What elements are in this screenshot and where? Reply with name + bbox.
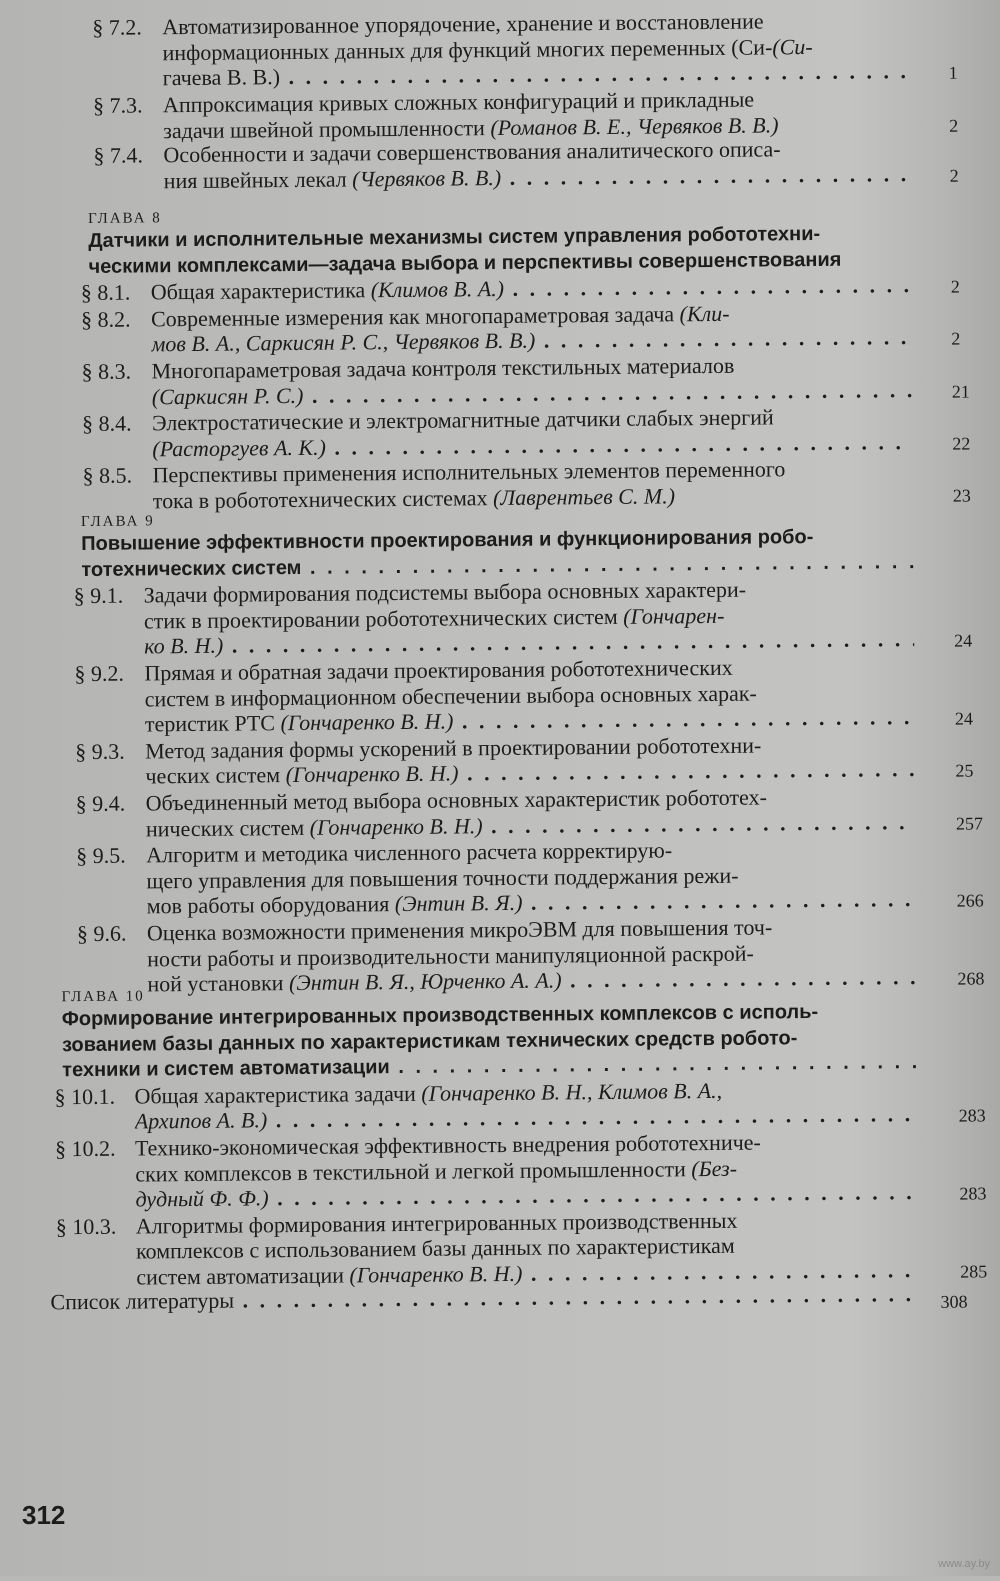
page-number: 312 xyxy=(22,1500,66,1530)
entry-page: 257 xyxy=(955,812,984,834)
entry-text: ческих систем xyxy=(145,762,281,789)
entry-authors: (Без- xyxy=(685,1155,738,1181)
entry-page: 2 xyxy=(949,165,959,186)
chapter-title-text: ческими комплексами—задача выбора и перспективы совершенствования xyxy=(88,248,842,278)
entry-authors: (Гончаренко В. Н.) xyxy=(304,812,483,840)
entry-authors: (Червяков В. В.) xyxy=(346,164,502,192)
entry-text: гачева В. В.) xyxy=(162,64,281,91)
entry-authors: (Романов В. Е., Червяков В. В.) xyxy=(484,111,779,140)
entry-text: систем автоматизации xyxy=(136,1262,345,1290)
entry-text: мов работы оборудования xyxy=(146,891,390,919)
section-number: § 8.1. xyxy=(80,279,131,306)
section-number: § 9.6. xyxy=(76,920,127,947)
entry-text: Общая характеристика xyxy=(150,277,366,305)
entry-authors: ко В. Н.) xyxy=(144,633,224,659)
entry-text: комплексов с использованием базы данных по характеристикам xyxy=(135,1233,735,1264)
entry-text: Аппроксимация кривых сложных конфигураций и прикладные xyxy=(162,86,755,118)
entry-text: Алгоритм и методика численного расчета корректирую- xyxy=(146,837,673,868)
entry-page: 283 xyxy=(959,1183,987,1204)
entry-text: Особенности и задачи совершенствования аналитического описа- xyxy=(163,136,781,168)
entry-text: информационных данных для функций многих переменных (Си- xyxy=(162,33,773,65)
entry-text: ния швейных лекал xyxy=(163,166,347,193)
entry-authors: (Энтин В. Я.) xyxy=(389,890,523,917)
entry-page: 21 xyxy=(951,381,970,402)
entry-text: тока в робототехнических системах xyxy=(152,485,488,514)
entry-text: Прямая и обратная задачи проектирования робототехнических xyxy=(144,654,733,686)
watermark: www.ay.by xyxy=(938,1558,990,1570)
entry-text: Общая характеристика задачи xyxy=(134,1080,416,1109)
entry-authors: (Гончаренко В. Н., Климов В. А., xyxy=(415,1077,723,1106)
entry-page: 2 xyxy=(950,276,960,297)
entry-text: теристик РТС xyxy=(144,710,276,737)
entry-text: Алгоритмы формирования интегрированных производственных xyxy=(135,1207,738,1239)
chapter-title-text: Формирование интегрированных производственных комплексов с исполь- xyxy=(61,1000,819,1031)
section-number: § 10.1. xyxy=(54,1083,116,1110)
entry-page: 1 xyxy=(948,62,958,83)
bibliography-label: Список литературы xyxy=(50,1287,235,1315)
chapter-title-text: техники и систем автоматизации xyxy=(62,1056,390,1082)
entry-authors: дудный Ф. Ф.) xyxy=(135,1185,269,1212)
entry-page: 23 xyxy=(952,485,971,506)
entry-text: Оценка возможности применения микроЭВМ для повышения точ- xyxy=(146,914,773,946)
entry-text: Объединенный метод выбора основных характеристик робототех- xyxy=(145,784,767,816)
section-number: § 9.4. xyxy=(75,790,126,817)
section-number: § 7.2. xyxy=(92,14,142,40)
entry-page: 283 xyxy=(958,1105,986,1127)
entry-page: 24 xyxy=(954,630,973,652)
section-number: § 8.3. xyxy=(81,358,132,385)
entry-page: 285 xyxy=(960,1261,988,1282)
entry-page: 266 xyxy=(956,890,984,912)
entry-authors: (Лаврентьев С. М.) xyxy=(487,483,676,511)
section-number: § 8.2. xyxy=(80,306,131,332)
entry-authors: (Климов В. А.) xyxy=(365,276,505,303)
section-number: § 7.3. xyxy=(92,92,143,118)
entry-text: щего управления для повышения точности поддержания режи- xyxy=(146,862,739,894)
entry-text: нических систем xyxy=(145,814,305,842)
entry-page: 24 xyxy=(954,708,974,729)
entry-line xyxy=(164,160,914,194)
entry-authors: (Расторгуев А. К.) xyxy=(152,434,327,462)
entry-text: ной установки xyxy=(147,970,284,997)
entry-text: стик в проектировании робототехнических систем xyxy=(143,603,618,634)
entry-text: Метод задания формы ускорений в проектировании робототехни- xyxy=(145,732,762,764)
entry-authors: (Гончаренко В. Н.) xyxy=(343,1260,523,1288)
chapter-title-text: тотехнических систем xyxy=(81,556,302,581)
entry-text: Многопараметровая задача контроля текстильных материалов xyxy=(151,352,735,384)
entry-text: ских комплексов в текстильной и легкой промышленности xyxy=(135,1155,686,1187)
entry-text: Перспективы применения исполнительных элементов переменного xyxy=(152,456,786,488)
entry-text: Задачи формирования подсистемы выбора основных характери- xyxy=(143,576,747,608)
entry-text: ности работы и производительности манипуляционной раскрой- xyxy=(147,940,754,972)
entry-authors: (Си- xyxy=(772,33,813,59)
section-number: § 8.5. xyxy=(82,462,133,489)
entry-text: Технико-экономическая эффективность внедрения робототехниче- xyxy=(134,1129,761,1161)
section-number: § 10.2. xyxy=(54,1135,116,1162)
entry-page: 2 xyxy=(951,328,961,350)
chapter-label: ГЛАВА 9 xyxy=(80,513,155,531)
chapter-label: ГЛАВА 8 xyxy=(88,210,162,227)
chapter-title-text: Датчики и исполнительные механизмы систем управления робототехни- xyxy=(88,222,821,252)
section-number: § 9.3. xyxy=(75,738,125,764)
entry-page: 2 xyxy=(949,115,959,136)
section-number: § 9.1. xyxy=(73,582,124,609)
entry-authors: (Саркисян Р. С.) xyxy=(151,382,304,409)
entry-authors: (Кли- xyxy=(673,300,730,327)
chapter-title-text: Повышение эффективности проектирования и функционирования робо- xyxy=(81,526,814,556)
entry-authors: мов В. А., Саркисян Р. С., Червяков В. В.) xyxy=(151,328,536,357)
chapter-label: ГЛАВА 10 xyxy=(61,988,145,1006)
entry-text: Электростатические и электромагнитные датчики слабых энергий xyxy=(151,404,774,436)
entry-text: Современные измерения как многопараметровая задача xyxy=(150,301,675,332)
entry-authors: Архипов А. В.) xyxy=(134,1107,268,1134)
section-number: § 8.4. xyxy=(81,410,132,437)
section-number: § 9.2. xyxy=(74,660,125,687)
entry-page: 268 xyxy=(957,968,985,989)
entry-authors: (Энтин В. Я., Юрченко А. А.) xyxy=(283,967,562,996)
section-number: § 7.4. xyxy=(93,142,144,168)
entry-text: систем в информационном обеспечении выбора основных харак- xyxy=(144,680,757,712)
entry-authors: (Гончарен- xyxy=(617,602,725,629)
entry-text: Автоматизированное упорядочение, хранение и восстановление xyxy=(162,8,764,40)
entry-page: 25 xyxy=(955,760,974,782)
section-number: § 10.3. xyxy=(55,1213,117,1240)
section-number: § 9.5. xyxy=(76,842,126,869)
chapter-title-text: зованием базы данных по характеристикам технических средств робото- xyxy=(61,1026,798,1056)
bibliography-page: 308 xyxy=(940,1291,968,1312)
entry-text: задачи швейной промышленности xyxy=(163,114,485,143)
entry-authors: (Гончаренко В. Н.) xyxy=(280,760,459,788)
entry-page: 22 xyxy=(952,433,971,454)
entry-authors: (Гончаренко В. Н.) xyxy=(274,708,454,736)
